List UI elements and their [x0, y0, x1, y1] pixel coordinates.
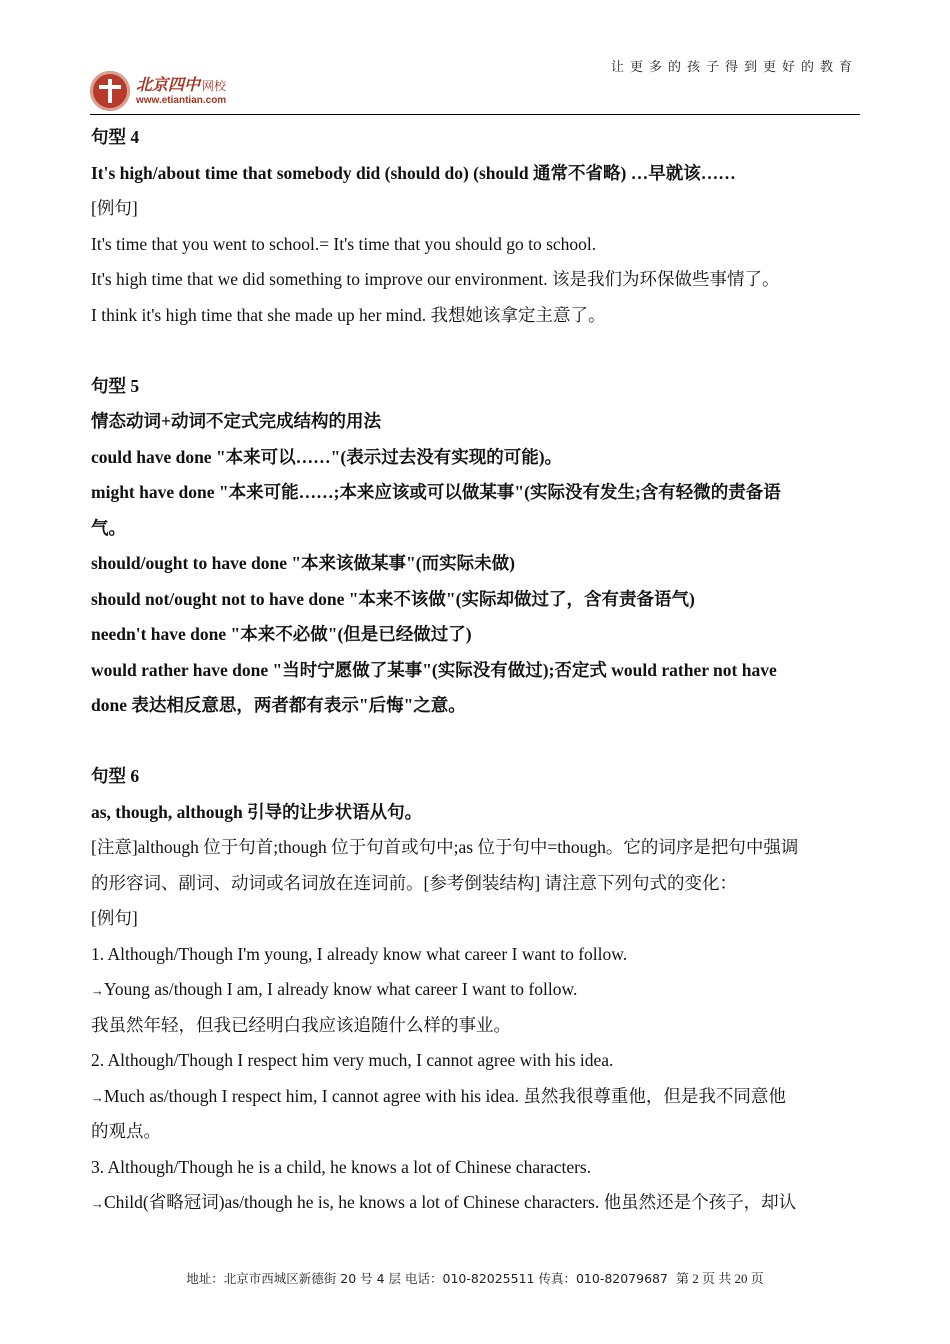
section-5-might-have-done-cont: 气。 [91, 517, 126, 538]
right-arrow-icon: → [91, 1089, 104, 1105]
spacer [91, 333, 861, 369]
right-arrow-icon: → [91, 1196, 104, 1211]
logo-suffix: 网校 [202, 78, 227, 93]
spacer [91, 724, 861, 760]
section-5-would-rather-cont: done 表达相反意思，两者都有表示"后悔"之意。 [91, 695, 466, 715]
school-logo [90, 68, 226, 114]
section-6-example-1: 1. Although/Though I'm young, I already know what career I want to follow. [91, 943, 628, 964]
document-body [91, 120, 861, 1221]
header-slogan: 让更多的孩子得到更好的教育 [610, 60, 858, 75]
section-5-should-not-have-done: should not/ought not to have done "本来不该做"(实际却做过了，含有责备语气) [91, 588, 695, 609]
logo-emblem-icon [90, 71, 130, 111]
logo-url: www.etiantian.com [136, 94, 227, 106]
section-6-example-2-rewrite: →Much as/though I respect him, I cannot agree with his idea. 虽然我很尊重他，但是我不同意他 [91, 1085, 786, 1106]
section-5-subtitle: 情态动词+动词不定式完成结构的用法 [91, 411, 381, 431]
section-6-example-tag: [例句] [91, 908, 138, 928]
section-6-note-1: [注意]although 位于句首;though 位于句首或句中;as 位于句中=though。它的词序是把句中强调 [91, 837, 799, 857]
logo-name: 北京四中 [136, 74, 201, 94]
section-4-example-tag: [例句] [91, 198, 138, 218]
section-6-example-2: 2. Although/Though I respect him very much, I cannot agree with his idea. [91, 1050, 614, 1070]
section-6-note-2: 的形容词、副词、动词或名词放在连词前。[参考倒装结构] 请注意下列句式的变化： [91, 872, 738, 893]
header-divider [90, 114, 860, 115]
page-footer [0, 1268, 950, 1287]
section-5-neednt-have-done: needn't have done "本来不必做"(但是已经做过了) [91, 624, 472, 644]
section-4-example-3: I think it's high time that she made up her mind. 我想她该拿定主意了。 [91, 304, 606, 325]
section-6-example-1-rewrite: →Young as/though I am, I already know what career I want to follow. [91, 979, 578, 999]
section-4-title: 句型 4 [91, 127, 140, 147]
section-6-example-3: 3. Although/Though he is a child, he knows a lot of Chinese characters. [91, 1156, 592, 1177]
section-6-example-2-translation: 的观点。 [91, 1121, 161, 1141]
section-5-could-have-done: could have done "本来可以……"(表示过去没有实现的可能)。 [91, 446, 563, 467]
section-6-example-3-rewrite: →Child(省略冠词)as/though he is, he knows a lot of Chinese characters. 他虽然还是个孩子，却认 [91, 1192, 797, 1212]
section-5-should-have-done: should/ought to have done "本来该做某事"(而实际未做) [91, 553, 515, 573]
section-4-pattern: It's high/about time that somebody did (should do) (should 通常不省略) …早就该…… [91, 162, 736, 183]
page-header [90, 52, 860, 116]
section-6-subtitle: as, though, although 引导的让步状语从句。 [91, 801, 423, 822]
section-6-title: 句型 6 [91, 766, 140, 786]
section-4-example-1: It's time that you went to school.= It's time that you should go to school. [91, 233, 597, 254]
section-5-might-have-done: might have done "本来可能……;本来应该或可以做某事"(实际没有发生;含有轻微的责备语 [91, 482, 781, 502]
section-6-example-1-translation: 我虽然年轻，但我已经明白我应该追随什么样的事业。 [91, 1014, 511, 1035]
footer-address: 地址：北京市西城区新德街 20 号 4 层 电话：010-82025511 传真：010-82079687 [186, 1271, 668, 1286]
section-5-would-rather-have-done: would rather have done "当时宁愿做了某事"(实际没有做过);否定式 would rather not have [91, 659, 777, 680]
page-number: 第 2 页 共 20 页 [675, 1271, 764, 1286]
right-arrow-icon: → [91, 983, 104, 998]
section-4-example-2: It's high time that we did something to improve our environment. 该是我们为环保做些事情了。 [91, 269, 780, 289]
section-5-title: 句型 5 [91, 375, 140, 396]
